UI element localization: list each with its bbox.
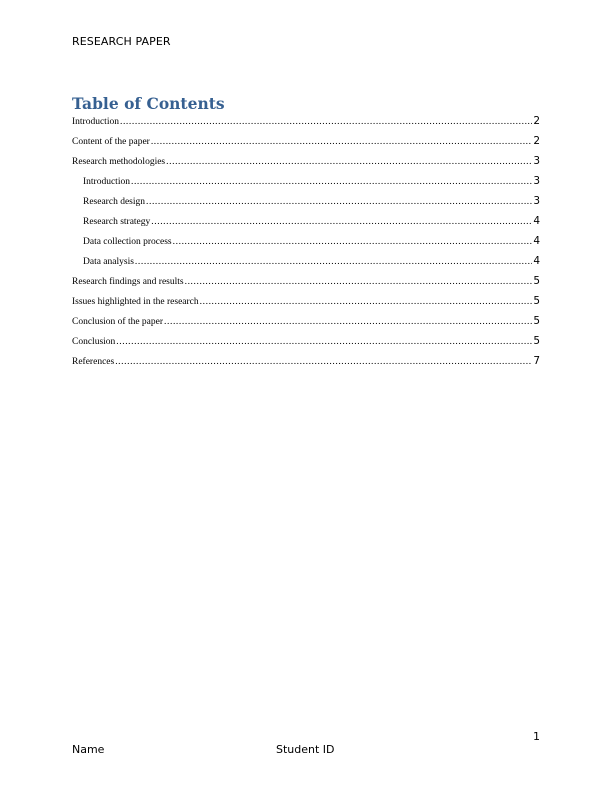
- toc-entry[interactable]: [72, 114, 540, 134]
- toc-entry-label: Content of the paper: [72, 137, 150, 147]
- toc-entry-label: Data analysis: [83, 257, 134, 267]
- toc-entry-label: Conclusion: [72, 337, 116, 347]
- toc-entry[interactable]: [72, 154, 540, 174]
- toc-entry-page: 5: [533, 295, 540, 307]
- toc-entry-page: 7: [533, 355, 540, 367]
- toc-entry-page: 4: [533, 215, 540, 227]
- toc-entry-label: Research strategy: [83, 217, 151, 227]
- toc-subentry[interactable]: [72, 194, 540, 214]
- toc-entry[interactable]: [72, 134, 540, 154]
- toc-leader-dots: [185, 275, 533, 289]
- toc-entry-label: Issues highlighted in the research: [72, 297, 199, 307]
- toc-subentry[interactable]: [72, 234, 540, 254]
- toc-entry-page: 3: [533, 155, 540, 167]
- toc-leader-dots: [151, 215, 532, 229]
- toc-entry-label: Introduction: [83, 177, 130, 187]
- toc-entry-label: Research design: [83, 197, 145, 207]
- toc-subentry[interactable]: [72, 214, 540, 234]
- toc-leader-dots: [131, 175, 532, 189]
- toc-leader-dots: [151, 135, 532, 149]
- toc-leader-dots: [135, 255, 532, 269]
- toc-leader-dots: [166, 155, 532, 169]
- toc-leader-dots: [120, 115, 532, 129]
- toc-leader-dots: [115, 355, 532, 369]
- toc-entry-page: 5: [533, 335, 540, 347]
- toc-entry-label: Introduction: [72, 117, 119, 127]
- toc-subentry[interactable]: [72, 174, 540, 194]
- toc-title: Table of Contents: [72, 94, 225, 113]
- toc-entry-page: 4: [533, 235, 540, 247]
- toc-entry-page: 4: [533, 255, 540, 267]
- toc-entry[interactable]: [72, 334, 540, 354]
- toc-leader-dots: [173, 235, 533, 249]
- toc-entry-label: Conclusion of the paper: [72, 317, 164, 327]
- toc-entry-label: Research methodologies: [72, 157, 166, 167]
- toc-entry-page: 2: [533, 135, 540, 147]
- footer-name: Name: [72, 743, 105, 756]
- toc-entry-label: References: [72, 357, 115, 367]
- toc-leader-dots: [146, 195, 532, 209]
- toc-entry-page: 3: [533, 195, 540, 207]
- page-header: RESEARCH PAPER: [72, 35, 171, 48]
- toc-entry[interactable]: [72, 294, 540, 314]
- toc-entry-page: 5: [533, 315, 540, 327]
- toc-leader-dots: [200, 295, 533, 309]
- toc-entry-page: 2: [533, 115, 540, 127]
- toc-subentry[interactable]: [72, 254, 540, 274]
- toc-leader-dots: [116, 335, 532, 349]
- footer-student-id: Student ID: [276, 743, 335, 756]
- page-number: 1: [533, 730, 540, 743]
- toc-entry-label: Data collection process: [83, 237, 172, 247]
- toc-leader-dots: [164, 315, 532, 329]
- toc-entry[interactable]: [72, 274, 540, 294]
- table-of-contents: [72, 114, 540, 374]
- toc-entry-page: 5: [533, 275, 540, 287]
- toc-entry-label: Research findings and results: [72, 277, 184, 287]
- toc-entry[interactable]: [72, 354, 540, 374]
- toc-entry-page: 3: [533, 175, 540, 187]
- toc-entry[interactable]: [72, 314, 540, 334]
